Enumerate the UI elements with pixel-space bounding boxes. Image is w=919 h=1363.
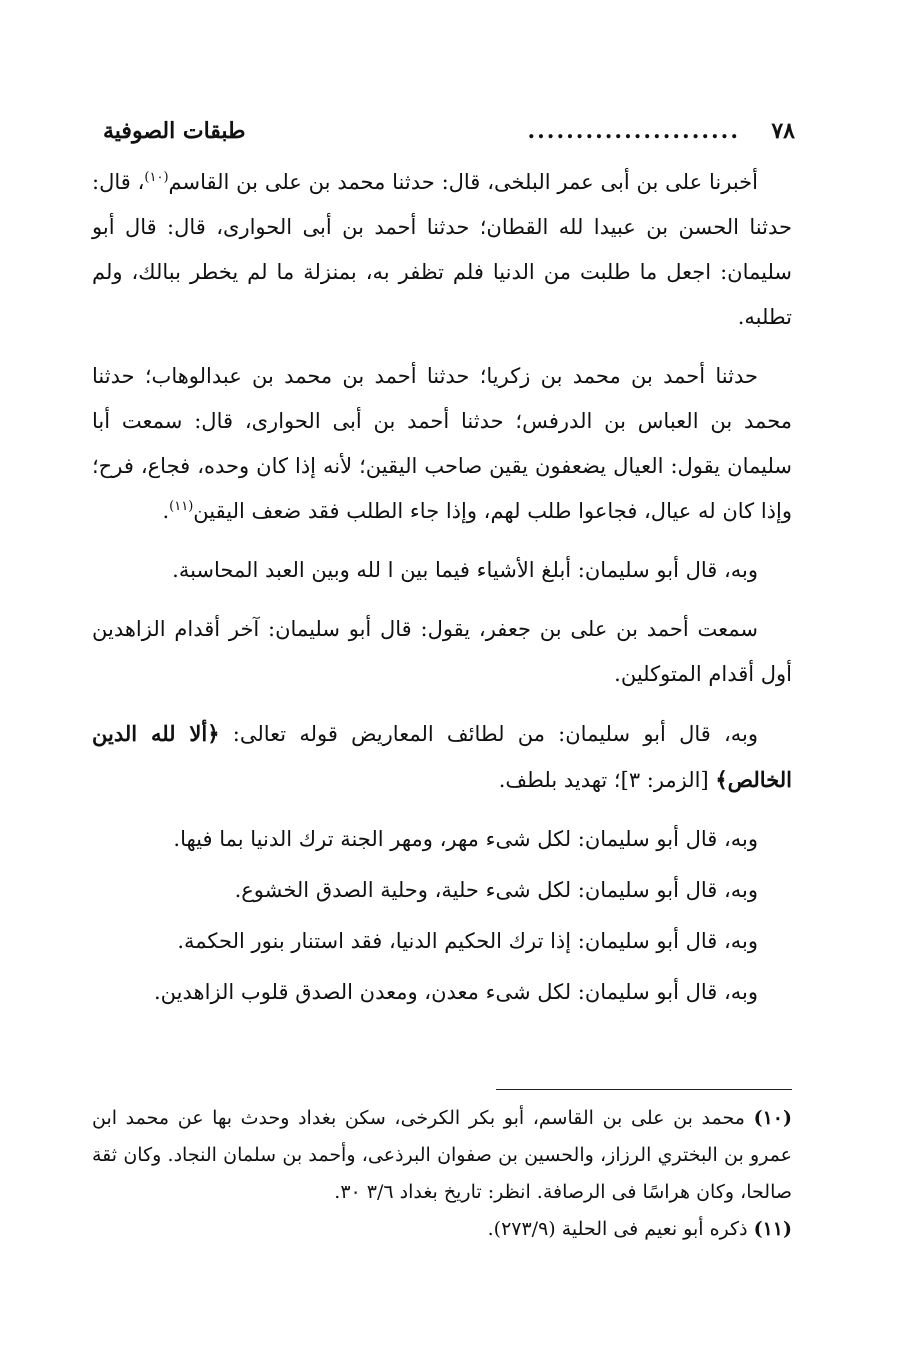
paragraph-text: وبه، قال أبو سليمان: لكل شىء مهر، ومهر الجنة ترك الدنيا بما فيها. [173, 827, 758, 851]
paragraph-text: وبه، قال أبو سليمان: أبلغ الأشياء فيما بين ا لله وبين العبد المحاسبة. [172, 558, 758, 582]
paragraph-text: أخبرنا على بن أبى عمر البلخى، قال: حدثنا محمد بن على بن القاسم [168, 170, 758, 194]
paragraph-4 [92, 607, 792, 697]
paragraph-text-continued: [الزمر: ٣]؛ تهديد بلطف. [498, 768, 716, 792]
paragraph-text: وبه، قال أبو سليمان: لكل شىء معدن، ومعدن الصدق قلوب الزاهدين. [154, 980, 758, 1004]
leader-dots: ...................... [527, 118, 740, 144]
paragraph-7 [92, 868, 792, 913]
paragraph-text: سمعت أحمد بن على بن جعفر، يقول: قال أبو سليمان: آخر أقدام الزاهدين أول أقدام المتوكلين. [92, 617, 792, 686]
footnote-ref-10: (١٠) [144, 170, 169, 185]
footnote-ref-11: (١١) [169, 499, 194, 514]
running-head [95, 118, 795, 154]
paragraph-3 [92, 548, 792, 593]
footnote-text: محمد بن على بن القاسم، أبو بكر الكرخى، سكن بغداد وحدث بها عن محمد ابن عمرو بن البختري الرزاز، والحسين بن صفوان البرذعى، وأحمد بن سلمان النجاد. وكان ثقة صالحا، وكان هراسًا فى الرصافة. انظر: تاريخ بغداد ٣/٦ ٣٠. [92, 1107, 792, 1203]
paragraph-1 [92, 160, 792, 340]
page-number: ٧٨ [771, 118, 795, 144]
paragraph-8 [92, 919, 792, 964]
footnote-text: ذكره أبو نعيم فى الحلية (٢٧٣/٩). [487, 1218, 748, 1240]
paragraph-text: وبه، قال أبو سليمان: من لطائف المعاريض قوله تعالى: [219, 722, 758, 746]
paragraph-6 [92, 817, 792, 862]
footnotes [92, 1100, 792, 1248]
running-title: طبقات الصوفية [103, 118, 246, 144]
paragraph-text-continued: ، قال: حدثنا الحسن بن عبيدا لله القطان؛ حدثنا أحمد بن أبى الحوارى، قال: قال أبو سليمان: اجعل ما طلبت من الدنيا فلم تظفر به، بمنزلة ما لم يخطر ببالك، ولم تطلبه. [92, 170, 792, 329]
paragraph-text: وبه، قال أبو سليمان: إذا ترك الحكيم الدنيا، فقد استنار بنور الحكمة. [177, 929, 758, 953]
paragraph-9 [92, 970, 792, 1015]
main-text [92, 160, 792, 1021]
paragraph-5 [92, 711, 792, 803]
paragraph-text-continued: . [162, 499, 170, 523]
footnote-10 [92, 1100, 792, 1211]
footnote-number: (١٠) [753, 1107, 792, 1129]
paragraph-text: وبه، قال أبو سليمان: لكل شىء حلية، وحلية الصدق الخشوع. [234, 878, 758, 902]
footnote-11 [92, 1211, 792, 1248]
paragraph-text: حدثنا أحمد بن محمد بن زكريا؛ حدثنا أحمد بن محمد بن عبدالوهاب؛ حدثنا محمد بن العباس بن الدرفس؛ حدثنا أحمد بن أبى الحوارى، قال: سمعت أبا سليمان يقول: العيال يضعفون يقين صاحب اليقين؛ لأنه إذا كان وحده، فجاع، فرح؛ وإذا كان له عيال، فجاعوا طلب لهم، وإذا جاء الطلب فقد ضعف اليقين [92, 364, 792, 523]
footnote-divider [496, 1089, 792, 1090]
footnote-number: (١١) [753, 1218, 792, 1240]
paragraph-2 [92, 354, 792, 534]
quran-quote: ﴿ألا لله الدين الخالص﴾ [92, 721, 792, 792]
